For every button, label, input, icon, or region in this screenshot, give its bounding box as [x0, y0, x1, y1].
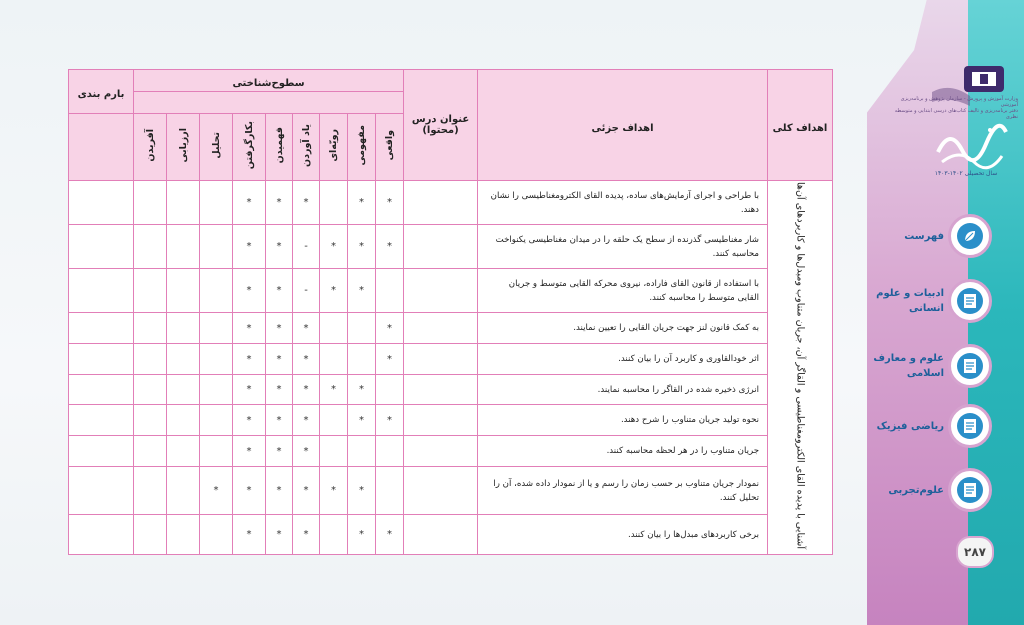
- level-mark: [376, 436, 404, 467]
- specific-goal-text: با استفاده از قانون القای فاراده، نیروی محرکه القایی متوسط و جریان القایی متوسط را محاسبه کنند.: [478, 269, 768, 313]
- level-mark: *: [348, 225, 376, 269]
- grading-cell: [69, 375, 134, 405]
- level-mark: *: [376, 225, 404, 269]
- level-mark: *: [320, 375, 348, 405]
- level-mark: [200, 405, 233, 436]
- level-mark: *: [293, 405, 320, 436]
- table-row: [69, 225, 833, 269]
- specific-goal-text: با طراحی و اجرای آزمایش‌های ساده، پدیده القای الکترومغناطیسی را نشان دهند.: [478, 181, 768, 225]
- document-icon: [948, 468, 992, 512]
- school-year-label: سال تحصیلی ۱۴۰۲-۱۴۰۳: [934, 170, 998, 177]
- level-mark: -: [293, 225, 320, 269]
- level-mark: *: [293, 436, 320, 467]
- logo-subtext: وزارت آموزش و پرورش - سازمان پژوهش و برنامه‌ریزی آموزشی دفتر برنامه‌ریزی و تالیف کتاب‌های درسی ابتدایی و متوسطه نظری: [894, 96, 1018, 120]
- lesson-title-cell: [404, 225, 478, 269]
- level-header: واقعی: [376, 114, 404, 181]
- level-mark: *: [266, 225, 293, 269]
- level-mark: [167, 515, 200, 555]
- specific-goal-text: نمودار جریان متناوب بر حسب زمان را رسم و یا از نمودار داده شده، آن را تحلیل کنند.: [478, 467, 768, 515]
- objectives-table: [68, 69, 833, 555]
- grading-cell: [69, 405, 134, 436]
- level-mark: *: [200, 467, 233, 515]
- lesson-title-cell: [404, 467, 478, 515]
- level-mark: *: [293, 181, 320, 225]
- level-mark: *: [320, 269, 348, 313]
- level-mark: *: [376, 515, 404, 555]
- level-mark: *: [233, 467, 266, 515]
- level-mark: *: [348, 405, 376, 436]
- grading-cell: [69, 344, 134, 375]
- lesson-title-cell: [404, 269, 478, 313]
- level-mark: *: [293, 467, 320, 515]
- level-mark: *: [376, 181, 404, 225]
- level-mark: *: [233, 375, 266, 405]
- level-mark: *: [233, 313, 266, 344]
- grading-cell: [69, 436, 134, 467]
- level-mark: *: [266, 269, 293, 313]
- level-header: رویّه‌ای: [320, 114, 348, 181]
- leaf-icon: [948, 214, 992, 258]
- general-goal-cell: [768, 181, 833, 555]
- level-mark: [134, 436, 167, 467]
- level-mark: *: [233, 181, 266, 225]
- grading-cell: [69, 515, 134, 555]
- level-mark: *: [266, 181, 293, 225]
- lesson-title-header: عنوان درس (محتوا): [404, 70, 478, 181]
- level-mark: *: [376, 313, 404, 344]
- level-mark: *: [348, 269, 376, 313]
- table-row: [69, 467, 833, 515]
- level-mark: [348, 436, 376, 467]
- level-mark: *: [293, 344, 320, 375]
- level-mark: [167, 313, 200, 344]
- level-mark: [134, 225, 167, 269]
- nav-item-islamic-studies[interactable]: علوم و معارف اسلامی: [870, 344, 992, 388]
- level-mark: *: [293, 375, 320, 405]
- level-mark: [320, 405, 348, 436]
- level-header: فهمیدن: [266, 114, 293, 181]
- level-mark: [134, 515, 167, 555]
- level-mark: [134, 344, 167, 375]
- level-header: بکارگرفتن: [233, 114, 266, 181]
- level-mark: *: [293, 515, 320, 555]
- level-mark: [167, 344, 200, 375]
- level-mark: [376, 375, 404, 405]
- nav-item-contents[interactable]: فهرست: [870, 214, 992, 258]
- level-mark: *: [233, 344, 266, 375]
- level-mark: [167, 375, 200, 405]
- level-mark: [200, 225, 233, 269]
- level-mark: *: [348, 515, 376, 555]
- level-mark: [320, 515, 348, 555]
- level-mark: *: [266, 515, 293, 555]
- grading-header: بارم بندی: [69, 70, 134, 114]
- level-header: آفریدن: [134, 114, 167, 181]
- level-mark: [134, 313, 167, 344]
- level-mark: *: [376, 344, 404, 375]
- level-mark: [376, 467, 404, 515]
- lesson-title-cell: [404, 313, 478, 344]
- level-mark: *: [320, 467, 348, 515]
- table-row: [69, 344, 833, 375]
- level-mark: [348, 313, 376, 344]
- table-row: [69, 269, 833, 313]
- level-header: یاد آوردن: [293, 114, 320, 181]
- level-mark: [134, 181, 167, 225]
- page-number: ۲۸۷: [956, 536, 994, 568]
- level-mark: [200, 515, 233, 555]
- level-mark: [167, 181, 200, 225]
- level-header: تحلیل: [200, 114, 233, 181]
- grading-cell: [69, 269, 134, 313]
- level-mark: [200, 181, 233, 225]
- level-mark: *: [266, 436, 293, 467]
- level-mark: [134, 405, 167, 436]
- specific-goal-text: اثر خودالقاوری و کاربرد آن را بیان کنند.: [478, 344, 768, 375]
- nav-item-humanities[interactable]: ادبیات و علوم انسانی: [870, 279, 992, 323]
- lesson-title-cell: [404, 515, 478, 555]
- general-goal-text: آشنایی با پدیده القای الکترومغناطیسی و القاگر آن، جریان متناوب ومبدل‌ها و کاربردهای آن‌ها: [794, 182, 806, 549]
- level-mark: *: [376, 405, 404, 436]
- level-mark: [320, 344, 348, 375]
- lesson-title-cell: [404, 181, 478, 225]
- lesson-title-cell: [404, 375, 478, 405]
- level-mark: [320, 313, 348, 344]
- document-icon: [948, 404, 992, 448]
- level-mark: [200, 436, 233, 467]
- lesson-title-cell: [404, 344, 478, 375]
- level-mark: [200, 344, 233, 375]
- specific-goal-text: انرژی ذخیره شده در القاگر را محاسبه نمایند.: [478, 375, 768, 405]
- specific-goal-text: جریان متناوب را در هر لحظه محاسبه کنند.: [478, 436, 768, 467]
- nav-item-experimental-sciences[interactable]: علوم‌تجربی: [870, 468, 992, 512]
- grading-cell: [69, 181, 134, 225]
- table-row: [69, 436, 833, 467]
- level-mark: *: [266, 344, 293, 375]
- level-mark: [134, 269, 167, 313]
- table-row: [69, 375, 833, 405]
- lesson-title-cell: [404, 405, 478, 436]
- lesson-title-cell: [404, 436, 478, 467]
- level-mark: [134, 467, 167, 515]
- cognitive-subheader: [134, 92, 404, 114]
- level-mark: [167, 405, 200, 436]
- cognitive-header: سطوح‌شناختی: [134, 70, 404, 92]
- grading-cell: [69, 467, 134, 515]
- level-mark: *: [293, 313, 320, 344]
- grading-header-cont: [69, 114, 134, 181]
- level-header: مفهومی: [348, 114, 376, 181]
- grading-cell: [69, 313, 134, 344]
- level-mark: [134, 375, 167, 405]
- level-header: ارزیابی: [167, 114, 200, 181]
- level-mark: [167, 436, 200, 467]
- table-row: [69, 515, 833, 555]
- document-icon: [948, 344, 992, 388]
- grading-cell: [69, 225, 134, 269]
- level-mark: *: [233, 225, 266, 269]
- level-mark: [320, 181, 348, 225]
- specific-goal-text: به کمک قانون لنز جهت جریان القایی را تعیین نمایند.: [478, 313, 768, 344]
- level-mark: *: [233, 269, 266, 313]
- table-row: [69, 181, 833, 225]
- level-mark: [167, 467, 200, 515]
- level-mark: *: [348, 375, 376, 405]
- level-mark: *: [266, 375, 293, 405]
- level-mark: *: [233, 405, 266, 436]
- level-mark: [200, 313, 233, 344]
- level-mark: *: [348, 181, 376, 225]
- level-mark: *: [266, 313, 293, 344]
- specific-goals-header: اهداف جزئی: [478, 70, 768, 181]
- table-row: [69, 313, 833, 344]
- calligraphy-logo-icon: [930, 122, 1010, 170]
- level-mark: *: [233, 436, 266, 467]
- level-mark: *: [266, 467, 293, 515]
- level-mark: *: [233, 515, 266, 555]
- level-mark: *: [266, 405, 293, 436]
- general-goals-header: اهداف کلی: [768, 70, 833, 181]
- level-mark: [376, 269, 404, 313]
- level-mark: *: [348, 467, 376, 515]
- level-mark: -: [293, 269, 320, 313]
- document-icon: [948, 279, 992, 323]
- table-row: [69, 405, 833, 436]
- level-mark: [200, 375, 233, 405]
- specific-goal-text: برخی کاربردهای مبدل‌ها را بیان کنند.: [478, 515, 768, 555]
- level-mark: [167, 269, 200, 313]
- level-mark: [348, 344, 376, 375]
- level-mark: [320, 436, 348, 467]
- specific-goal-text: شار مغناطیسی گذرنده از سطح یک حلقه را در میدان مغناطیسی یکنواخت محاسبه کنند.: [478, 225, 768, 269]
- level-mark: *: [320, 225, 348, 269]
- nav-item-math-physics[interactable]: ریاضی فیزیک: [870, 404, 992, 448]
- specific-goal-text: نحوه تولید جریان متناوب را شرح دهند.: [478, 405, 768, 436]
- level-mark: [200, 269, 233, 313]
- level-mark: [167, 225, 200, 269]
